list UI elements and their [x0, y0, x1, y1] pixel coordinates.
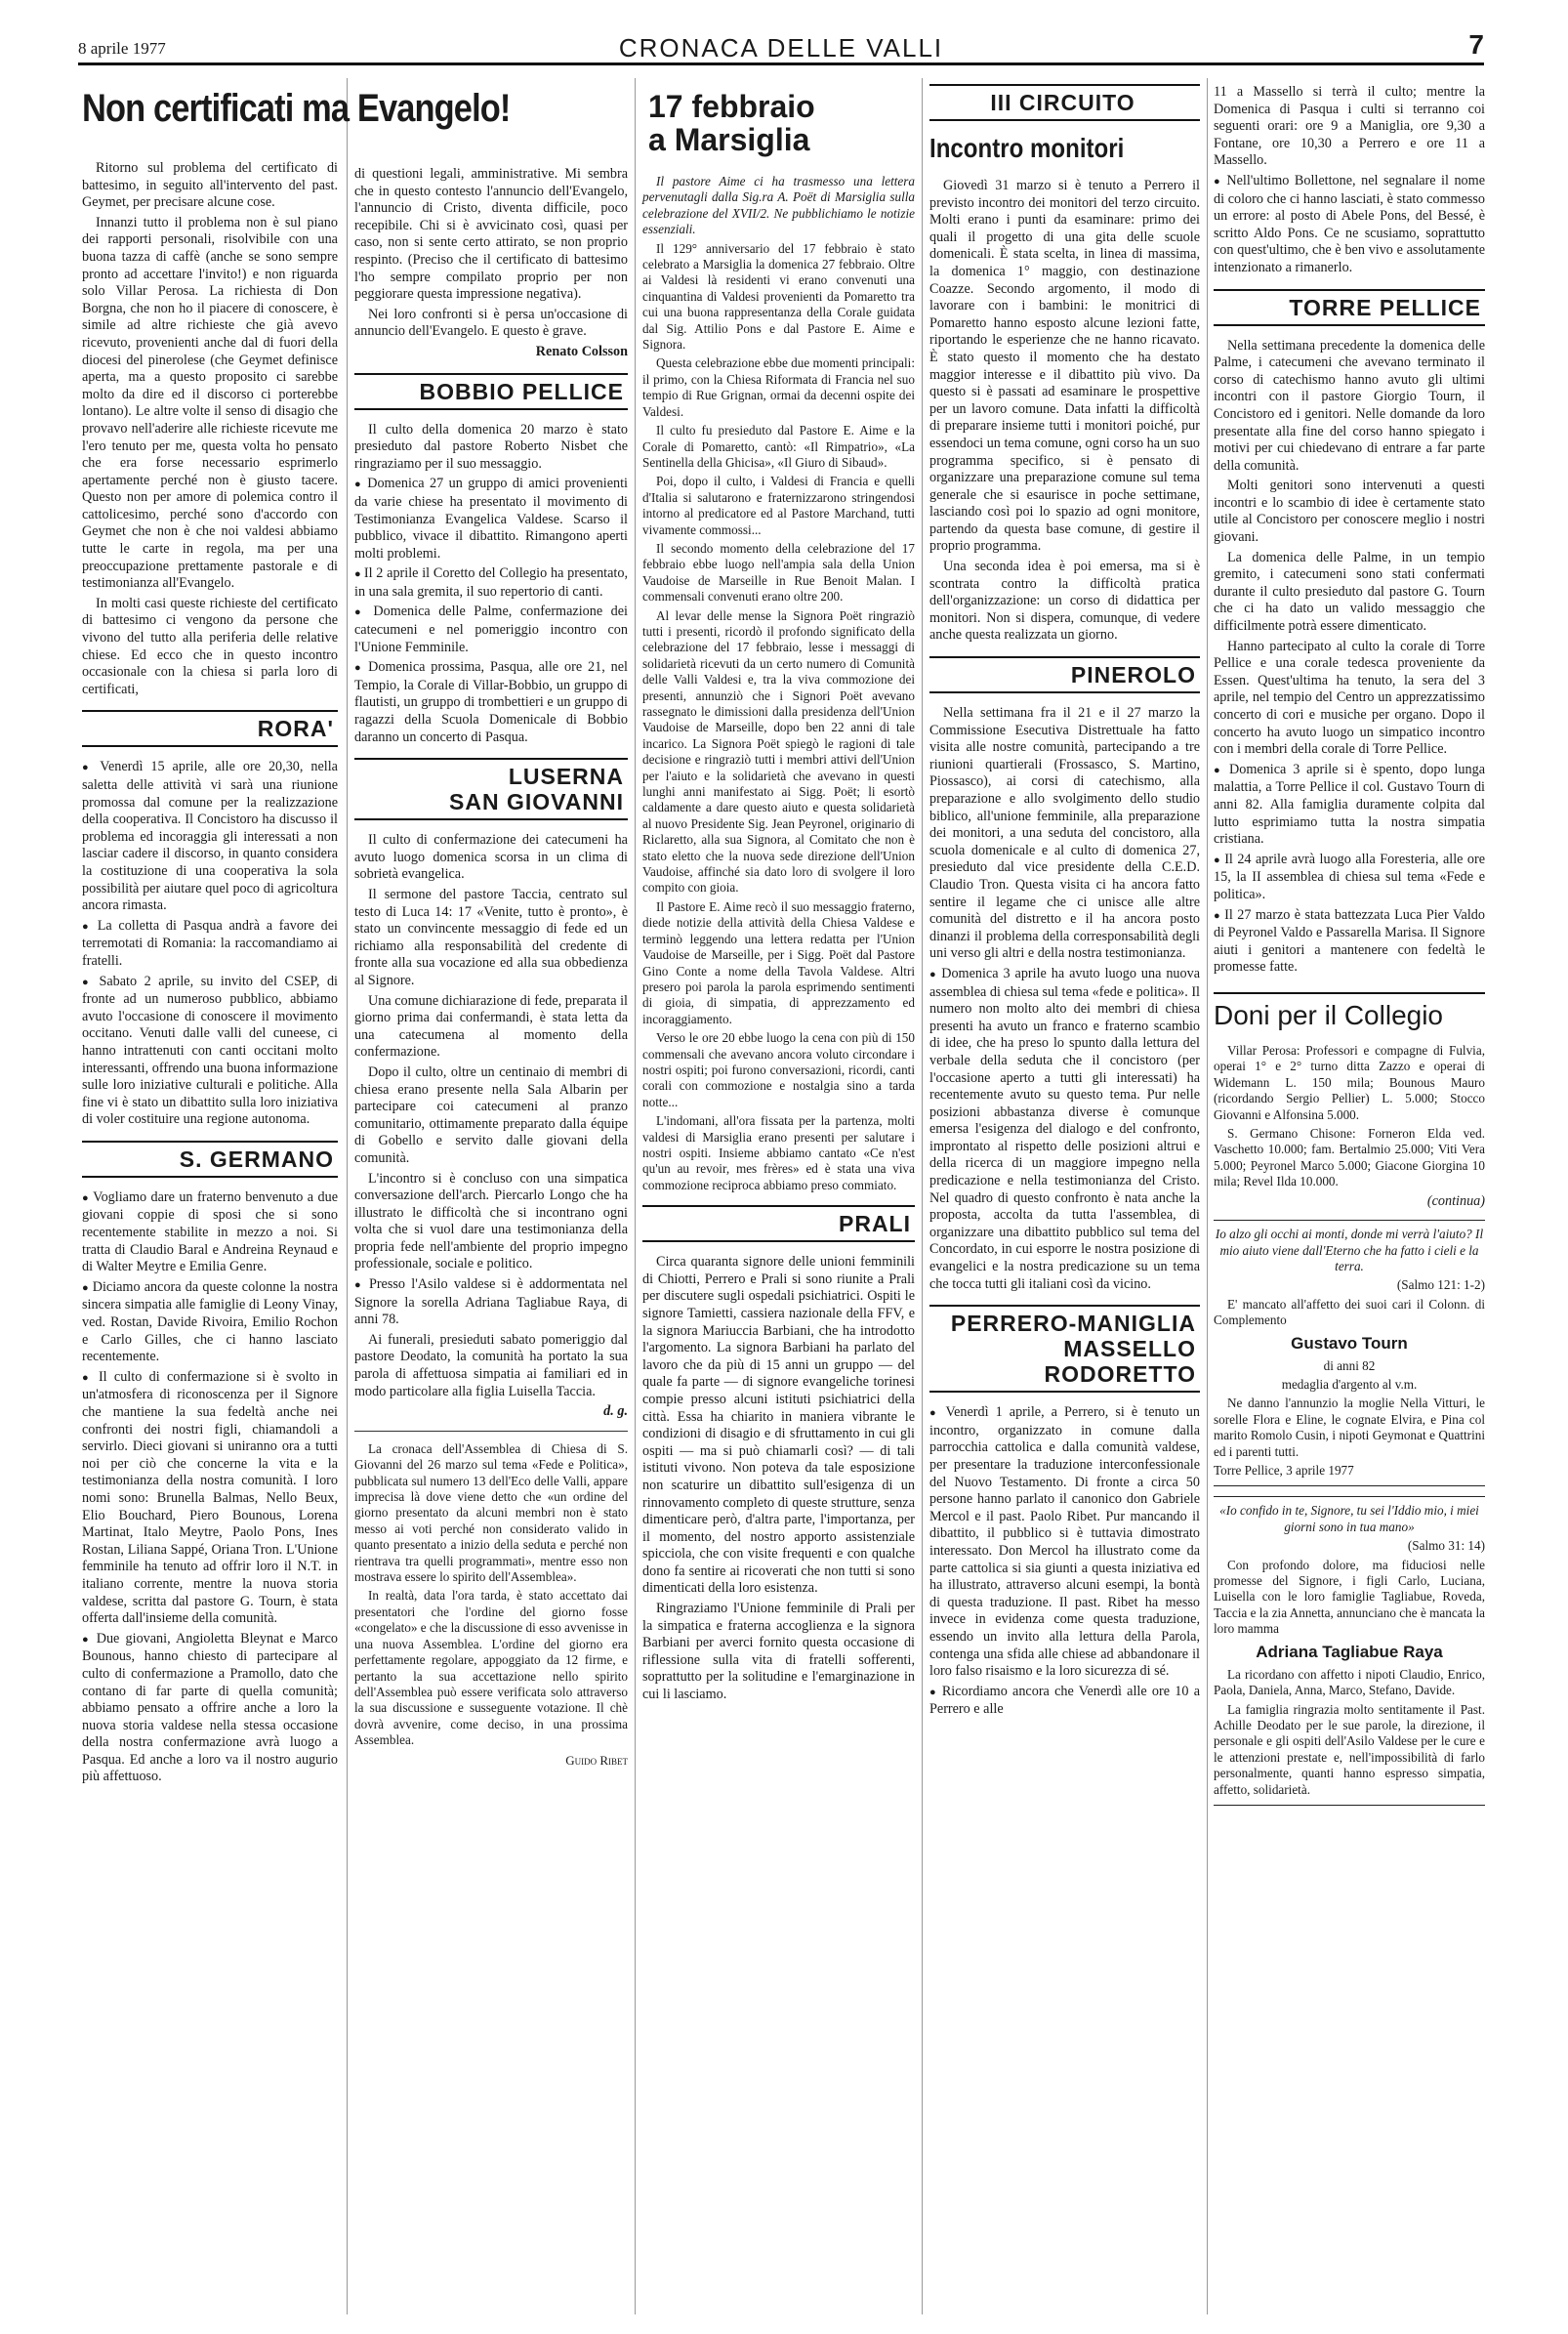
article-paragraph: Il sermone del pastore Taccia, centrato sul testo di Luca 14: 17 «Venite, tutto è pronto», è stato un convincente messaggio di fede ed un richiamo alla responsabilità del credente di fronte alla sua vocazione ed alla sua obbedienza al Signore.	[354, 887, 628, 988]
section-title-doni: Doni per il Collegio	[1214, 992, 1485, 1031]
section-title-pinerolo: PINEROLO	[929, 656, 1200, 693]
column-3	[642, 78, 915, 2314]
section-title-bobbio-pellice: BOBBIO PELLICE	[354, 373, 628, 410]
article-paragraph: Ringraziamo l'Unione femminile di Prali per la simpatica e fraterna accoglienza e la signora Barbiani per averci fornito questa occasione di riflessione sulla vita di fratelli sofferenti, soprattutto per la solitudine e l'emarginazione in cui li lasciamo.	[642, 1601, 915, 1703]
column-2	[354, 78, 628, 2314]
article-paragraph: Una seconda idea è poi emersa, ma si è scontrata contro la difficoltà pratica dell'organizzazione: un corso di didattica per monitori. Non si dispera, comunque, di vedere anche questa realizzata un giorno.	[929, 559, 1200, 644]
section-title-iii-circuito: III CIRCUITO	[929, 84, 1200, 121]
column-5	[1214, 84, 1485, 2320]
newspaper-section-title: CRONACA DELLE VALLI	[618, 33, 944, 63]
news-item: ● Domenica 3 aprile ha avuto luogo una nuova assemblea di chiesa sul tema «fede e politica». Il numero non molto alto dei membri di chiesa presenti ha avuto un franco e fraterno scambio di idee, che ha preso lo spunto dalla lettura del verbale della seduta che il concistoro (per l'occasione aperto a tutti gli interessati) ha recentemente avuto su questo tema. Pur nelle posizioni abbastanza diverse è comunque emersa l'esigenza del dialogo e del confronto, improntato al rispetto delle posizioni altrui e della ricerca di un maggiore impegno nella predicazione e nella testimonianza del Cristo. Nel quadro di questo confronto è nata anche la proposta, accolta da tutta l'assemblea, di organizzare una dibattito pubblico sul tema del Concordato, in cui esporre le nostra posizione di evangelici e la nostra predicazione su un tema che tocca tutti gli italiani così da vicino.	[929, 966, 1200, 1293]
article-paragraph: Il culto fu presieduto dal Pastore E. Aime e la Corale di Pomaretto, cantò: «Il Rimpatrio», «La Sentinella della Ghicisa», «Il Giuro di Sibaud».	[642, 423, 915, 470]
news-item: ● Domenica delle Palme, confermazione dei catecumeni e nel pomeriggio incontro con l'Unione Femminile.	[354, 604, 628, 656]
column-divider	[635, 78, 636, 2314]
news-item: ● Venerdì 1 aprile, a Perrero, si è tenuto un incontro, organizzato in comune dalla parrocchia cattolica e dalla comunità valdese, per presentare la traduzione interconfessionale del Nuovo Testamento. Di fronte a circa 50 persone hanno parlato il canonico don Gabriele Mercol e il past. Paolo Ribet. Pur mancando il dibattito, il pubblico si è tuttavia dimostrato interessato. Don Mercol ha illustrato come da parte cattolica si sia giunti a questa iniziativa ed ha illustrato, attraverso alcuni esempi, la bontà di questa traduzione. Il past. Ribet ha messo invece in evidenza come questa traduzione, essendo un invito alla lettura della Parola, contenga una sfida alle chiese ad abbandonare il loro falso risaismo e la loro sicurezza di sé.	[929, 1404, 1200, 1681]
section-title-perrero	[929, 1305, 1200, 1393]
column-divider	[347, 78, 348, 2314]
issue-date: 8 aprile 1977	[78, 39, 166, 58]
article-paragraph: L'incontro si è concluso con una simpatica conversazione dell'arch. Piercarlo Longo che ha illustrato le difficoltà che si incontrano ogni volta che si vuol dare una testimonianza della propria fede nell'ambiente del proprio impegno professionale, sociale e politico.	[354, 1170, 628, 1272]
article-paragraph: L'indomani, all'ora fissata per la partenza, molti valdesi di Marsiglia erano presenti per salutare i nostri ospiti. Insieme abbiamo cantato «Ce n'est qu'un au revoir, mes frères» ed è stata una viva commozione reciproca abbiamo preso commiato.	[642, 1113, 915, 1192]
article-paragraph: Innanzi tutto il problema non è sul piano dei rapporti personali, risolvibile con una buona tazza di caffè (anche se sono sempre pronto ad accettare l'invito!) e non riguarda solo Villar Perosa. La richiesta di Don Borgna, che non ho il piacere di conoscere, è simile ad altre richieste che già avevo ricevuto, provenienti anche dal di fuori della diocesi del pinerolese (che Geymet definisce aperta, ma a questo proposito ci sarebbe molto da dire ed il discorso ci porterebbe lontano). Le altre volte il senso di disagio che provavo nell'aderire alle richieste ricevute me l'ero tenuto per me, questa volta ho pensato che era forse necessario esprimerlo apertamente perché non è giusto tacere. Questo non per amore di polemica contro il cattolicesimo, perché sono d'accordo con Geymet che non è che noi valdesi abbiamo tutte le carte in regola, ma per una preoccupazione prettamente pastorale e di testimonianza all'Evangelo.	[82, 214, 338, 592]
section-title-line: SAN GIOVANNI	[449, 789, 624, 815]
article-paragraph: Il culto della domenica 20 marzo è stato presieduto dal pastore Roberto Nisbet che ringraziamo per il suo messaggio.	[354, 421, 628, 472]
news-item: ● Venerdì 15 aprile, alle ore 20,30, nella saletta delle attività vi sarà una riunione promossa dal comune per la realizzazione della cooperativa. Il Concistoro ha discusso il problema ed incoraggia gli interessati a non lasciar cadere il discorso, in quanto considera la costituzione di una cooperativa la sola possibilità per aiutare quel poco di agricoltura ancora rimasta.	[82, 759, 338, 914]
article-paragraph: Una comune dichiarazione di fede, preparata il giorno prima dai confermandi, è stata letta da una catecumena al momento della confermazione.	[354, 992, 628, 1061]
section-title-s-germano: S. GERMANO	[82, 1141, 338, 1178]
news-item: ● Nell'ultimo Bollettone, nel segnalare il nome di coloro che ci hanno lasciati, è stato commesso un errore: al posto di Abele Pons, del Bessé, è scritto Aldo Pons. Ce ne scusiamo, soprattutto con quest'ultimo, che è ben vivo e assolutamente intenzionato a rimanerlo.	[1214, 173, 1485, 277]
article-paragraph: Poi, dopo il culto, i Valdesi di Francia e quelli d'Italia si salutarono e fraternizzarono stringendosi intorno al predicatore ed al Pastore Marchand, tutti vivamente commossi...	[642, 474, 915, 537]
article-headline	[648, 90, 915, 156]
obituary-name: Gustavo Tourn	[1291, 1333, 1408, 1353]
continued-note: (continua)	[1426, 1192, 1485, 1209]
news-item: ● Domenica 3 aprile si è spento, dopo lunga malattia, a Torre Pellice il col. Gustavo Tourn di anni 82. Alla famiglia duramente colpita dal lutto esprimiamo tutta la nostra simpatia cristiana.	[1214, 762, 1485, 849]
section-title-line: PERRERO-MANIGLIA	[950, 1311, 1196, 1337]
bible-reference: (Salmo 31: 14)	[1407, 1538, 1485, 1554]
donation-list: S. Germano Chisone: Forneron Elda ved. Vaschetto 10.000; fam. Bertalmio 25.000; Viti Vera 5.000; Peyronel Marco 5.000; Giacone Giorgina 10 mila; Revel Ilda 10.000.	[1214, 1125, 1485, 1189]
news-item: ● Il 2 aprile il Coretto del Collegio ha presentato, in una sala gremita, il suo repertorio di canti.	[354, 565, 628, 601]
section-title-line: MASSELLO	[1063, 1336, 1196, 1362]
article-paragraph: Ritorno sul problema del certificato di battesimo, in seguito all'intervento del past. Geymet, per precisare alcune cose.	[82, 160, 338, 211]
news-item: ● La colletta di Pasqua andrà a favore dei terremotati di Romania: la raccomandiamo ai fratelli.	[82, 918, 338, 971]
obituary-tourn	[1214, 1220, 1485, 1486]
obituary-text: La famiglia ringrazia molto sentitamente il Past. Achille Deodato per le sue parole, la direzione, il personale e gli ospiti dell'Asilo Valdese per le cure e le attenzioni prestate e, nell'impossibilità di farlo personalmente, quanti hanno espresso simpatia, affetto, solidarietà.	[1214, 1701, 1485, 1797]
section-title-prali: PRALI	[642, 1205, 915, 1242]
masthead	[78, 29, 1484, 65]
news-item: ● Sabato 2 aprile, su invito del CSEP, di fronte ad un numeroso pubblico, abbiamo avuto l'occasione di conoscere il movimento occitano. Venuti dalle valli del cuneese, ci hanno intrattenuti con canti occitani molto interessanti, offrendo una buona informazione sulle loro iniziative culturali e politiche. Alla fine vi è stato un dibattito sulla loro iniziativa di voler costituire una regione autonoma.	[82, 974, 338, 1129]
divider	[354, 1431, 628, 1432]
news-item: ● Il culto di confermazione si è svolto in un'atmosfera di riconoscenza per il Signore che mantiene la sua fedeltà anche nei confronti dei nostri figli, chiamandoli a servirlo. Dieci giovani si uniranno ora a tutti noi per ciò che concerne la vita e la testimonianza della nostra comunità. I loro nomi sono: Brunella Balmas, Nello Beux, Elio Bouchard, Piero Bounous, Lorena Martinat, Italo Meytre, Paolo Pons, Ines Rostan, Liliana Sappé, Oriana Tron. L'Unione femminile ha tenuto ad offrir loro il N.T. in italiano corrente, mentre la nuova storia valdese, scritta dal pastore G. Tourn, è stata offerta dall'insieme della comunità.	[82, 1369, 338, 1628]
article-signature: d. g.	[603, 1403, 628, 1420]
news-item: ● Domenica prossima, Pasqua, alle ore 21, nel Tempio, la Corale di Villar-Bobbio, un gruppo di flautisti, un gruppo di trombettieri e un gruppo di ragazzi della Scuola Domenicale di Bobbio daranno un concerto di Pasqua.	[354, 659, 628, 746]
article-paragraph: Il Pastore E. Aime recò il suo messaggio fraterno, diede notizie della attività della Chiesa Valdese e terminò leggendo una lettera redatta per l'Union Vaudoise de Marseille, per i Sigg. Poët dal Pastore Gino Conte a nome della Tavola Valdese. Altri presero poi parola la parola esprimendo sentimenti di gioia, di simpatia, di apprezzamento ed incoraggiamento.	[642, 898, 915, 1026]
news-item: ● Domenica 27 un gruppo di amici provenienti da varie chiese ha presentato il movimento di Testimonianza Evangelica Valdese. Scarso il pubblico, vivace il dibattito. Rimangono aperti molti problemi.	[354, 476, 628, 563]
section-title-rora: RORA'	[82, 710, 338, 747]
article-paragraph: 11 a Massello si terrà il culto; mentre la Domenica di Pasqua i culti si terranno coi seguenti orari: ore 9 a Maniglia, ore 9,30 a Fontane, ore 10,30 a Perrero e ore 11 a Massello.	[1214, 84, 1485, 169]
article-paragraph: La cronaca dell'Assemblea di Chiesa di S. Giovanni del 26 marzo sul tema «Fede e Politica», pubblicata sul numero 13 dell'Eco delle Valli, appare imprecisa là dove viene detto che «un ordine del giorno presentato da alcuni membri non è stato messo ai voti perché non considerato valido in quanto presentato a inizio della seduta e perché non rientrava tra quelli programmati», mentre esso non mostrava essere lo spirito dell'Assemblea».	[354, 1440, 628, 1585]
article-signature: Renato Colsson	[535, 343, 628, 359]
article-signature: Guido Ribet	[565, 1752, 628, 1768]
news-item: ● Due giovani, Angioletta Bleynat e Marco Bounous, hanno chiesto di partecipare al culto di confermazione a Pramollo, dato che contano di far parte di quella comunità; abbiamo pensato a offrire anche a loro la nuova storia valdese nella stessa occasione della nostra confermazione avrà luogo a Pasqua. Ed anche a loro va il nostro augurio più affettuoso.	[82, 1631, 338, 1786]
article-paragraph: In realtà, data l'ora tarda, è stato accettato dai presentatori che l'ordine del giorno fosse «congelato» e che la discussione di esso avvenisse in una nuova Assemblea. L'ordine del giorno era perfettamente regolare, appoggiato da 12 firme, e pertanto la sua accettazione nello spirito dell'Assemblea può essere verificata solo attraverso la sua discussione e susseguente votazione. Il chè dovrà avvenire, come deciso, in una prossima Assemblea.	[354, 1588, 628, 1748]
article-paragraph: Dopo il culto, oltre un centinaio di membri di chiesa erano presente nella Sala Albarin per partecipare coi catecumeni al pranzo comunitario, ottimamente preparato dalla équipe di Gobello e servito dalle giovani della comunità.	[354, 1063, 628, 1166]
article-paragraph: Il secondo momento della celebrazione del 17 febbraio ebbe luogo nell'ampia sala della Union Vaudoise de Marseille in Rue Benoit Malan. I commensali convenuti erano oltre 200.	[642, 540, 915, 604]
news-item: ● Il 27 marzo è stata battezzata Luca Pier Valdo di Peyronel Valdo e Passarella Marisa. Il Signore aiuti i genitori a mantenere con fedeltà le promesse fatte.	[1214, 907, 1485, 977]
article-paragraph: In molti casi queste richieste del certificato di battesimo ci vengono da persone che vivono del tutto alla periferia delle relative chiese. Ed ecco che in questo incontro occasionale con la chiesa si parla loro di certificati,	[82, 595, 338, 697]
article-paragraph: Nei loro confronti si è persa un'occasione di annuncio dell'Evangelo. E questo è grave.	[354, 306, 628, 340]
obituary-name: Adriana Tagliabue Raya	[1256, 1642, 1443, 1661]
article-paragraph: Nella settimana precedente la domenica delle Palme, i catecumeni che avevano terminato il corso di catechismo hanno avuto gli ultimi incontri con il pastore Giorgio Tourn, il Concistoro ed i genitori. Nelle domande da loro presentate alla fine del corso hanno spiegato i motivi per cui chiedevano di entrare a far parte della comunità.	[1214, 337, 1485, 474]
article-paragraph: Questa celebrazione ebbe due momenti principali: il primo, con la Chiesa Riformata di Francia nel suo tempio di Rue Grignan, ormai da decenni ospite dei Valdesi.	[642, 355, 915, 419]
column-divider	[922, 78, 923, 2314]
column-4	[929, 78, 1200, 2314]
obituary-text: E' mancato all'affetto dei suoi cari il Colonn. di Complemento	[1214, 1296, 1485, 1328]
donation-list: Villar Perosa: Professori e compagne di Fulvia, operai 1° e 2° turno ditta Zazzo e operai di Widemann L. 150 mila; Bounous Mauro (ricordando Sergio Pellier) L. 5.000; Stocco Giovanni e Alfonsina 5.000.	[1214, 1042, 1485, 1122]
news-item: ● Vogliamo dare un fraterno benvenuto a due giovani coppie di sposi che si sono recentemente stabilite in mezzo a noi. Si tratta di Claudio Baral e Andreina Reynaud e di Walter Meytre e Emilia Genre.	[82, 1189, 338, 1276]
news-item: ● Diciamo ancora da queste colonne la nostra sincera simpatia alle famiglie di Leony Vinay, ved. Rostan, Davide Rivoira, Emilio Rochon e Carlo Gilles, che ci hanno lasciato recentemente.	[82, 1279, 338, 1366]
bible-verse: Io alzo gli occhi ai monti, donde mi verrà l'aiuto? Il mio aiuto viene dall'Eterno che ha fatto i cieli e la terra.	[1215, 1227, 1484, 1273]
article-paragraph: Nella settimana fra il 21 e il 27 marzo la Commissione Esecutiva Distrettuale ha fatto visita alle nostre comunità, partecipando a tre riunioni quartierali (Frossasco, S. Martino, Piossasco), ai corsi di catechismo, alla preparazione e allo svolgimento dello studio biblico, all'unione femminile, alla preparazione dei monitori, a una seduta del concistoro, alla scuola domenicale e al culto di domenica 27, presieduto dal vice presidente della C.E.D. Claudio Tron. Questa visita ci ha ancora fatto sentire il legame che ci unisce alle altre comunità del distretto e il ha ancora posto dinanzi il problema della corresponsabilità degli uni verso gli altri e della nostra testimonianza.	[929, 705, 1200, 962]
article-headline: Non certificati ma Evangelo!	[82, 87, 511, 130]
article-intro: Il pastore Aime ci ha trasmesso una lettera pervenutagli dalla Sig.ra A. Poët di Marsiglia sulla celebrazione del XVII/2. Ne pubblichiamo le notizie essenziali.	[642, 174, 915, 237]
article-paragraph: Il culto di confermazione dei catecumeni ha avuto luogo domenica scorsa in un clima di sobrietà evangelica.	[354, 832, 628, 883]
article-headline: Incontro monitori	[929, 133, 1125, 163]
article-paragraph: Verso le ore 20 ebbe luogo la cena con più di 150 commensali che avevano ancora voluto circondare i nostri ospiti; poi furono conversazioni, ricordi, canti corali con commozione e nostalgia sino a tarda notte...	[642, 1030, 915, 1109]
headline-line: 17 febbraio	[648, 89, 815, 124]
obituary-date: Torre Pellice, 3 aprile 1977	[1214, 1463, 1354, 1479]
section-title-line: LUSERNA	[508, 764, 624, 790]
article-paragraph: Il 129° anniversario del 17 febbraio è stato celebrato a Marsiglia la domenica 27 febbraio. Oltre ai Valdesi là residenti vi erano convenuti una cinquantina di Valdesi provenienti da Pomaretto tra cui una buona rappresentanza della Corale guidata dal Sig. Attilio Pons e dal Pastore E. Aime e Signora.	[642, 240, 915, 353]
column-divider	[1207, 78, 1208, 2314]
headline-line: a Marsiglia	[648, 122, 810, 157]
section-title-line: RODORETTO	[1044, 1361, 1196, 1388]
article-paragraph: Circa quaranta signore delle unioni femminili di Chiotti, Perrero e Prali si sono riunite a Prali per discutere sugli ospedali psichiatrici. Ospiti le signore Tamietti, cassiera nazionale della FFV, e la signora Mariuccia Barbiani, che ha introdotto l'argomento. La signora Barbiani ha parlato del lavoro che da più di 15 anni un gruppo — del quale fa parte — di signore evangeliche torinesi compie presso alcuni istituti psichiatrici della città. Essa ha chiarito in maniera vibrante le condizioni di disagio e di sfruttamento in cui gli ospiti — ma si può chiamarli così? — di tali istituti vivono. Non poteva da tale esposizione non scaturire un dibattito sull'esigenza di un rinnovamento completo di queste strutture, senza dimenticare però, d'altra parte, l'importanza, per il momento, del nostro apporto assistenziale spicciola, che con visite frequenti e con qualche dono fa sentire ai ricoverati che non tutti si sono dimenticati della loro esistenza.	[642, 1254, 915, 1597]
bible-reference: (Salmo 121: 1-2)	[1396, 1277, 1485, 1293]
article-paragraph: Giovedì 31 marzo si è tenuto a Perrero il previsto incontro dei monitori del terzo circuito. Molti erano i punti da esaminare: primo dei quali il progetto di una gita delle scuole domenicali. È stata scelta, in linea di massima, la domenica 1° maggio, con destinazione Coazze. Secondo argomento, il modo di lavorare con i bambini: le monitrici di Pomaretto hanno esposto alcune lezioni fatte, riportando le esperienze che ne hanno ricavato. È stato questo il momento che ha destato maggior interesse e il dibattito più vivo. Da questo si è passati ad esaminare le prospettive per un lavoro comune. Data infatti la difficoltà di preparare insieme tutti i monitori poiché, pur essendoci un tema comune, ogni corso ha un suo programma specifico, si è pensato di organizzare una preparazione comune sul tema generale che si esaurisce in poche settimane, lasciando così poi lo spazio ad ogni monitore, partendo da questa base comune, di gestire il proprio programma.	[929, 178, 1200, 555]
article-paragraph: Ai funerali, presieduti sabato pomeriggio dal pastore Deodato, la comunità ha portato la sua parola di affettuosa simpatia ai familiari ed in modo particolare alla figlia Luisella Taccia.	[354, 1331, 628, 1399]
article-paragraph: La domenica delle Palme, in un tempio gremito, i catecumeni sono stati confermati durante il culto presieduto dal pastore G. Tourn che ci ha dato un valido messaggio che difficilmente potrà essere dimenticato.	[1214, 549, 1485, 635]
obituary-age: di anni 82	[1323, 1357, 1376, 1373]
article-paragraph: Al levar delle mense la Signora Poët ringraziò tutti i presenti, ricordò il profondo significato della celebrazione del 17 febbraio, lesse i messaggi di solidarietà ricevuti da un certo numero di Comunità delle Valli Valdesi e, tra la viva commozione dei presenti, annunziò che i Signori Poët avevano rassegnato le dimissioni dalla presidenza dell'Union Vaudoise de Marseille, dopo ben 22 anni di tale incarico. La Signora Poët spiegò le ragioni di tale decisione e ringraziò tutti i membri attivi dell'Union per l'aiuto e la solidarietà che avevano in questi lunghi anni manifestato ai Sigg. Poët; li esortò caldamente a dare questo aiuto e questa solidarietà al nuovo Presidente Sig. Jean Peyronel, originario di Riclaretto, alla sua Signora, al Comitato che non è stato eletto che la nuova sede direzione dell'Union Vaudoise, affinché sia dato loro di svolgere il loro compito con gioia.	[642, 607, 915, 896]
page-number: 7	[1468, 29, 1484, 60]
news-item: ● Ricordiamo ancora che Venerdì alle ore 10 a Perrero e alle	[929, 1684, 1200, 1719]
news-item: ● Presso l'Asilo valdese si è addormentata nel Signore la sorella Adriana Tagliabue Raya, di anni 78.	[354, 1276, 628, 1329]
obituary-text: Ne danno l'annunzio la moglie Nella Vitturi, le sorelle Flora e Eline, le cognate Elvira, e Pina col marito Romolo Cusin, i nipoti Geymonat e Quattrini ed i parenti tutti.	[1214, 1396, 1485, 1459]
section-title-torre-pellice: TORRE PELLICE	[1214, 289, 1485, 326]
article-paragraph: di questioni legali, amministrative. Mi sembra che in questo contesto l'annuncio dell'Evangelo, l'annuncio di Cristo, diventa difficile, poco recepibile. Chi si è avvicinato così, quasi per caso, non si sente certo attirato, se non proprio respinto. (Preciso che il certificato di battesimo l'ho sempre compilato proprio per non peggiorare questa impressione negativa).	[354, 166, 628, 303]
obituary-raya	[1214, 1496, 1485, 1806]
section-title-luserna	[354, 758, 628, 820]
article-paragraph: Molti genitori sono intervenuti a questi incontri e lo scambio di idee è certamente stato utile al Concistoro per conoscere meglio i nostri giovani.	[1214, 478, 1485, 546]
bible-verse: «Io confido in te, Signore, tu sei l'Iddio mio, i miei giorni sono in tua mano»	[1219, 1503, 1479, 1534]
article-paragraph: Hanno partecipato al culto la corale di Torre Pellice e una corale tedesca proveniente da Essen. Quest'ultima ha tenuto, la sera del 3 aprile, nel tempio del Centro un apprezzatissimo concerto di cori e musiche per organo. Dopo il concerto ha avuto luogo un simpatico incontro con i membri della corale di Torre Pellice.	[1214, 638, 1485, 758]
obituary-text: Con profondo dolore, ma fiduciosi nelle promesse del Signore, i figli Carlo, Luciana, Luisella con le loro famiglie Tagliabue, Roveda, Taccia e la zia Annetta, annunciano che è mancata la loro mamma	[1214, 1557, 1485, 1637]
obituary-text: La ricordano con affetto i nipoti Claudio, Enrico, Paola, Daniela, Anna, Marco, Stefano, Davide.	[1214, 1666, 1485, 1698]
obituary-medal: medaglia d'argento al v.m.	[1281, 1377, 1418, 1392]
news-item: ● Il 24 aprile avrà luogo alla Foresteria, alle ore 15, la II assemblea di chiesa sul tema «Fede e politica».	[1214, 852, 1485, 904]
